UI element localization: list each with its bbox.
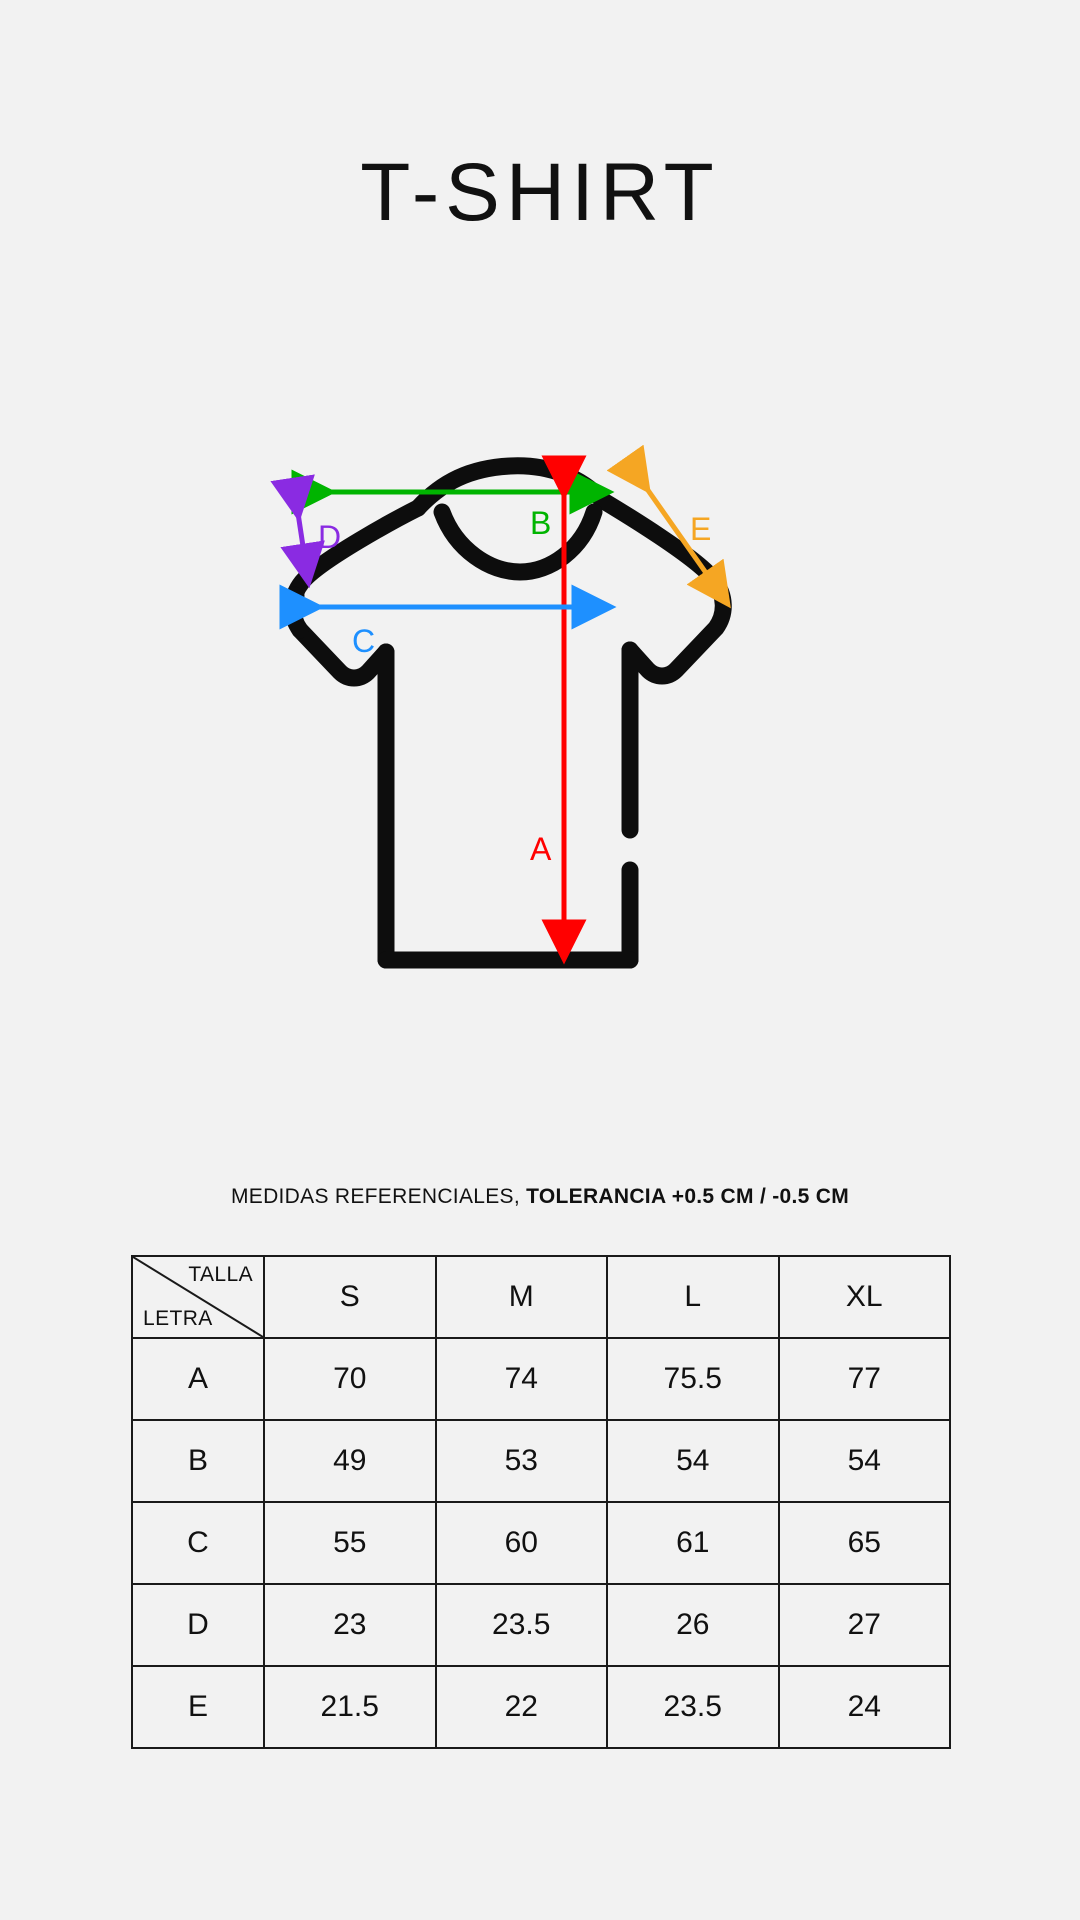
table-row — [132, 1420, 950, 1502]
row-label-c: C — [132, 1502, 264, 1584]
cell-d-s: 23 — [264, 1584, 436, 1666]
measure-label-C: C — [352, 623, 376, 659]
table-header-row — [132, 1256, 950, 1338]
tolerance-note-bold: TOLERANCIA +0.5 CM / -0.5 CM — [526, 1185, 849, 1208]
cell-a-m: 74 — [436, 1338, 608, 1420]
cell-c-xl: 65 — [779, 1502, 951, 1584]
cell-c-s: 55 — [264, 1502, 436, 1584]
table-row — [132, 1338, 950, 1420]
table-row — [132, 1502, 950, 1584]
cell-d-l: 26 — [607, 1584, 779, 1666]
measure-label-D: D — [318, 519, 342, 555]
column-header-xl: XL — [779, 1256, 951, 1338]
cell-c-m: 60 — [436, 1502, 608, 1584]
measure-label-A: A — [530, 831, 552, 867]
cell-e-xl: 24 — [779, 1666, 951, 1748]
cell-a-xl: 77 — [779, 1338, 951, 1420]
page-title: T-SHIRT — [360, 147, 720, 238]
cell-b-s: 49 — [264, 1420, 436, 1502]
cell-d-m: 23.5 — [436, 1584, 608, 1666]
tolerance-note-prefix: MEDIDAS REFERENCIALES, — [230, 1185, 527, 1208]
row-label-b: B — [132, 1420, 264, 1502]
cell-e-s: 21.5 — [264, 1666, 436, 1748]
cell-b-l: 54 — [607, 1420, 779, 1502]
column-header-m: M — [436, 1256, 608, 1338]
measure-arrow-A — [530, 478, 564, 942]
column-header-s: S — [264, 1256, 436, 1338]
table-row — [132, 1584, 950, 1666]
size-table-wrapper — [131, 1255, 951, 1749]
corner-label-letra: LETRA — [143, 1307, 213, 1330]
cell-c-l: 61 — [607, 1502, 779, 1584]
corner-label-talla: TALLA — [188, 1263, 253, 1286]
cell-b-m: 53 — [436, 1420, 608, 1502]
column-header-l: L — [607, 1256, 779, 1338]
row-label-e: E — [132, 1666, 264, 1748]
cell-e-l: 23.5 — [607, 1666, 779, 1748]
cell-a-l: 75.5 — [607, 1338, 779, 1420]
row-label-a: A — [132, 1338, 264, 1420]
measure-label-B: B — [530, 505, 552, 541]
cell-e-m: 22 — [436, 1666, 608, 1748]
tshirt-outline-shape — [293, 466, 724, 960]
table-corner-cell — [132, 1256, 264, 1338]
measure-label-E: E — [690, 511, 712, 547]
cell-b-xl: 54 — [779, 1420, 951, 1502]
cell-a-s: 70 — [264, 1338, 436, 1420]
size-table — [131, 1255, 951, 1749]
row-label-d: D — [132, 1584, 264, 1666]
table-row — [132, 1666, 950, 1748]
tshirt-diagram — [190, 400, 890, 1100]
cell-d-xl: 27 — [779, 1584, 951, 1666]
tolerance-note — [0, 1185, 1080, 1209]
measure-arrow-C — [302, 607, 594, 659]
